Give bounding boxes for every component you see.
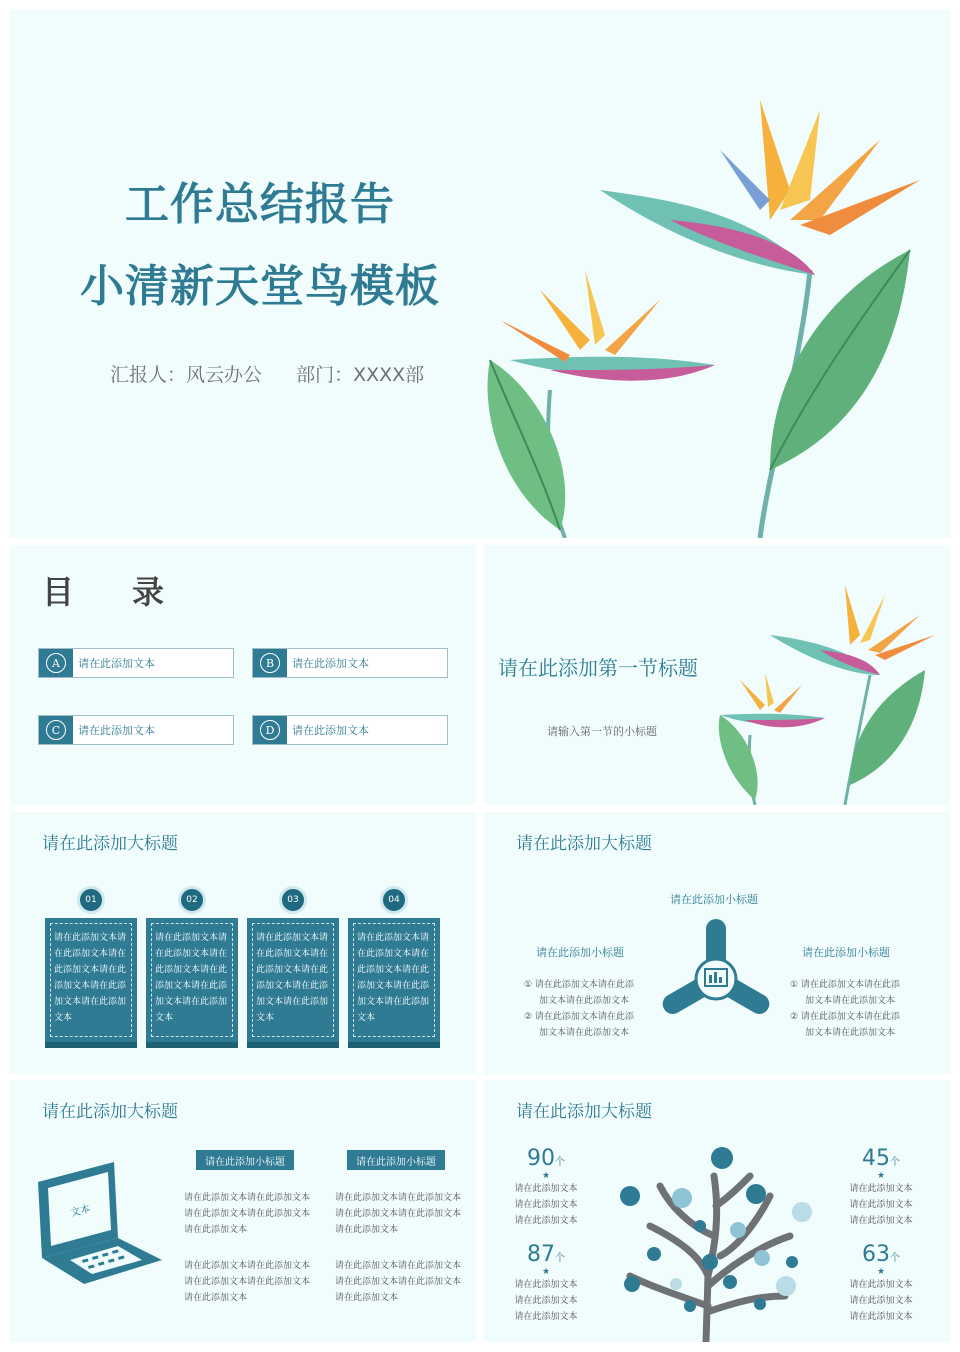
stat-block-2 (510, 1242, 582, 1325)
right-line-1: ① 请在此添加文本请在此添 (790, 980, 900, 990)
stat-line: 请在此添加文本 (514, 1216, 578, 1226)
section1-title: 请在此添加第一节标题 (498, 656, 698, 680)
text-card-3 (247, 918, 339, 1042)
slide4-title: 请在此添加大标题 (42, 834, 178, 854)
laptop-slide (10, 1080, 476, 1342)
col2-paragraph-2: 请在此添加文本请在此添加文本请在此添加文本请在此添加文本请在此添加文本 (335, 1261, 462, 1303)
department-text: 部门：XXXX部 (296, 364, 425, 386)
star-icon: ★ (876, 1171, 886, 1181)
toc-item-label: 请在此添加文本 (78, 724, 155, 737)
bird-of-paradise-illustration (470, 70, 950, 538)
col1-paragraph-2: 请在此添加文本请在此添加文本请在此添加文本请在此添加文本请在此添加文本 (184, 1261, 311, 1303)
cards-slide (10, 812, 476, 1074)
toc-item-label: 请在此添加文本 (292, 724, 369, 737)
card-text: 请在此添加文本请在此添加文本请在此添加文本请在此添加文本请在此添加文本请在此添加文本 (252, 923, 334, 1037)
toc-item-d[interactable] (252, 715, 448, 745)
toc-slide (10, 545, 476, 805)
reporter-text: 汇报人：风云办公 (110, 364, 263, 386)
star-icon: ★ (876, 1267, 886, 1277)
col2-paragraph-1: 请在此添加文本请在此添加文本请在此添加文本请在此添加文本请在此添加文本 (335, 1193, 462, 1235)
col1-paragraph-1: 请在此添加文本请在此添加文本请在此添加文本请在此添加文本请在此添加文本 (184, 1193, 311, 1235)
card-shadow (348, 1042, 440, 1048)
card-text: 请在此添加文本请在此添加文本请在此添加文本请在此添加文本请在此添加文本请在此添加文本 (353, 923, 435, 1037)
slide5-title: 请在此添加大标题 (516, 834, 652, 854)
left-line-3: ② 请在此添加文本请在此添 (524, 1012, 634, 1022)
card-shadow (247, 1042, 339, 1048)
right-line-4: 加文本请在此添加文本 (805, 1028, 896, 1038)
right-line-2: 加文本请在此添加文本 (805, 996, 896, 1006)
stat-unit: 个 (555, 1253, 565, 1264)
right-line-3: ② 请在此添加文本请在此添 (790, 1012, 900, 1022)
laptop-icon (34, 1160, 164, 1290)
toc-badge (39, 649, 73, 677)
bird-of-paradise-small-illustration (710, 575, 950, 805)
card-text: 请在此添加文本请在此添加文本请在此添加文本请在此添加文本请在此添加文本请在此添加文本 (50, 923, 132, 1037)
cover-slide (10, 10, 950, 538)
three-way-slide (484, 812, 950, 1074)
subtitle-tag-2: 请在此添加小标题 (347, 1150, 445, 1170)
stat-block-1 (510, 1146, 582, 1229)
cover-reporter-line (110, 360, 452, 387)
toc-item-a[interactable] (38, 648, 234, 678)
stat-value: 45 (862, 1146, 890, 1171)
toc-badge-letter: A (46, 653, 66, 673)
toc-badge-letter: D (260, 720, 280, 740)
stat-value-row (510, 1146, 582, 1171)
stat-value: 87 (527, 1242, 555, 1267)
left-line-1: ① 请在此添加文本请在此添 (524, 980, 634, 990)
cover-title-line2: 小清新天堂鸟模板 (80, 261, 440, 312)
card-number-1: 01 (77, 886, 105, 914)
stat-line: 请在此添加文本 (849, 1200, 913, 1210)
toc-badge-letter: B (260, 653, 280, 673)
toc-item-label: 请在此添加文本 (78, 657, 155, 670)
toc-badge-letter: C (46, 720, 66, 740)
card-number-3: 03 (279, 886, 307, 914)
stat-line: 请在此添加文本 (514, 1200, 578, 1210)
laptop-screen-label: 文本 (69, 1203, 92, 1220)
star-icon: ★ (541, 1267, 551, 1277)
three-arm-diagram (656, 917, 776, 1027)
text-card-2 (146, 918, 238, 1042)
toc-badge (253, 649, 287, 677)
stat-line: 请在此添加文本 (849, 1216, 913, 1226)
stat-line: 请在此添加文本 (514, 1184, 578, 1194)
stat-line: 请在此添加文本 (514, 1296, 578, 1306)
text-card-1 (45, 918, 137, 1042)
subtitle-tag-1: 请在此添加小标题 (196, 1150, 294, 1170)
stat-unit: 个 (890, 1157, 900, 1168)
stat-block-3 (845, 1146, 917, 1229)
stat-unit: 个 (555, 1157, 565, 1168)
stat-value: 90 (527, 1146, 555, 1171)
stat-line: 请在此添加文本 (514, 1312, 578, 1322)
stat-value-row (845, 1242, 917, 1267)
toc-item-b[interactable] (252, 648, 448, 678)
toc-badge (253, 716, 287, 744)
tree-illustration (610, 1146, 820, 1342)
section1-slide (484, 545, 950, 805)
toc-title: 目录 (42, 573, 223, 611)
star-icon: ★ (541, 1171, 551, 1181)
stat-value-row (845, 1146, 917, 1171)
stat-block-4 (845, 1242, 917, 1325)
card-shadow (45, 1042, 137, 1048)
card-shadow (146, 1042, 238, 1048)
stat-value-row (510, 1242, 582, 1267)
toc-item-label: 请在此添加文本 (292, 657, 369, 670)
stat-line: 请在此添加文本 (514, 1280, 578, 1290)
cover-title-line1: 工作总结报告 (125, 179, 395, 230)
stat-line: 请在此添加文本 (849, 1296, 913, 1306)
text-card-4 (348, 918, 440, 1042)
slide6-title: 请在此添加大标题 (42, 1102, 178, 1122)
card-number-2: 02 (178, 886, 206, 914)
top-subtitle: 请在此添加小标题 (670, 893, 758, 906)
stat-line: 请在此添加文本 (849, 1184, 913, 1194)
card-number-4: 04 (380, 886, 408, 914)
tree-stats-slide (484, 1080, 950, 1342)
toc-item-c[interactable] (38, 715, 234, 745)
card-text: 请在此添加文本请在此添加文本请在此添加文本请在此添加文本请在此添加文本请在此添加文本 (151, 923, 233, 1037)
left-subtitle: 请在此添加小标题 (536, 946, 624, 959)
stat-line: 请在此添加文本 (849, 1312, 913, 1322)
left-line-4: 加文本请在此添加文本 (539, 1028, 630, 1038)
stat-line: 请在此添加文本 (849, 1280, 913, 1290)
section1-subtitle: 请输入第一节的小标题 (547, 725, 657, 738)
left-line-2: 加文本请在此添加文本 (539, 996, 630, 1006)
toc-badge (39, 716, 73, 744)
right-subtitle: 请在此添加小标题 (802, 946, 890, 959)
stat-value: 63 (862, 1242, 890, 1267)
slide7-title: 请在此添加大标题 (516, 1102, 652, 1122)
stat-unit: 个 (890, 1253, 900, 1264)
